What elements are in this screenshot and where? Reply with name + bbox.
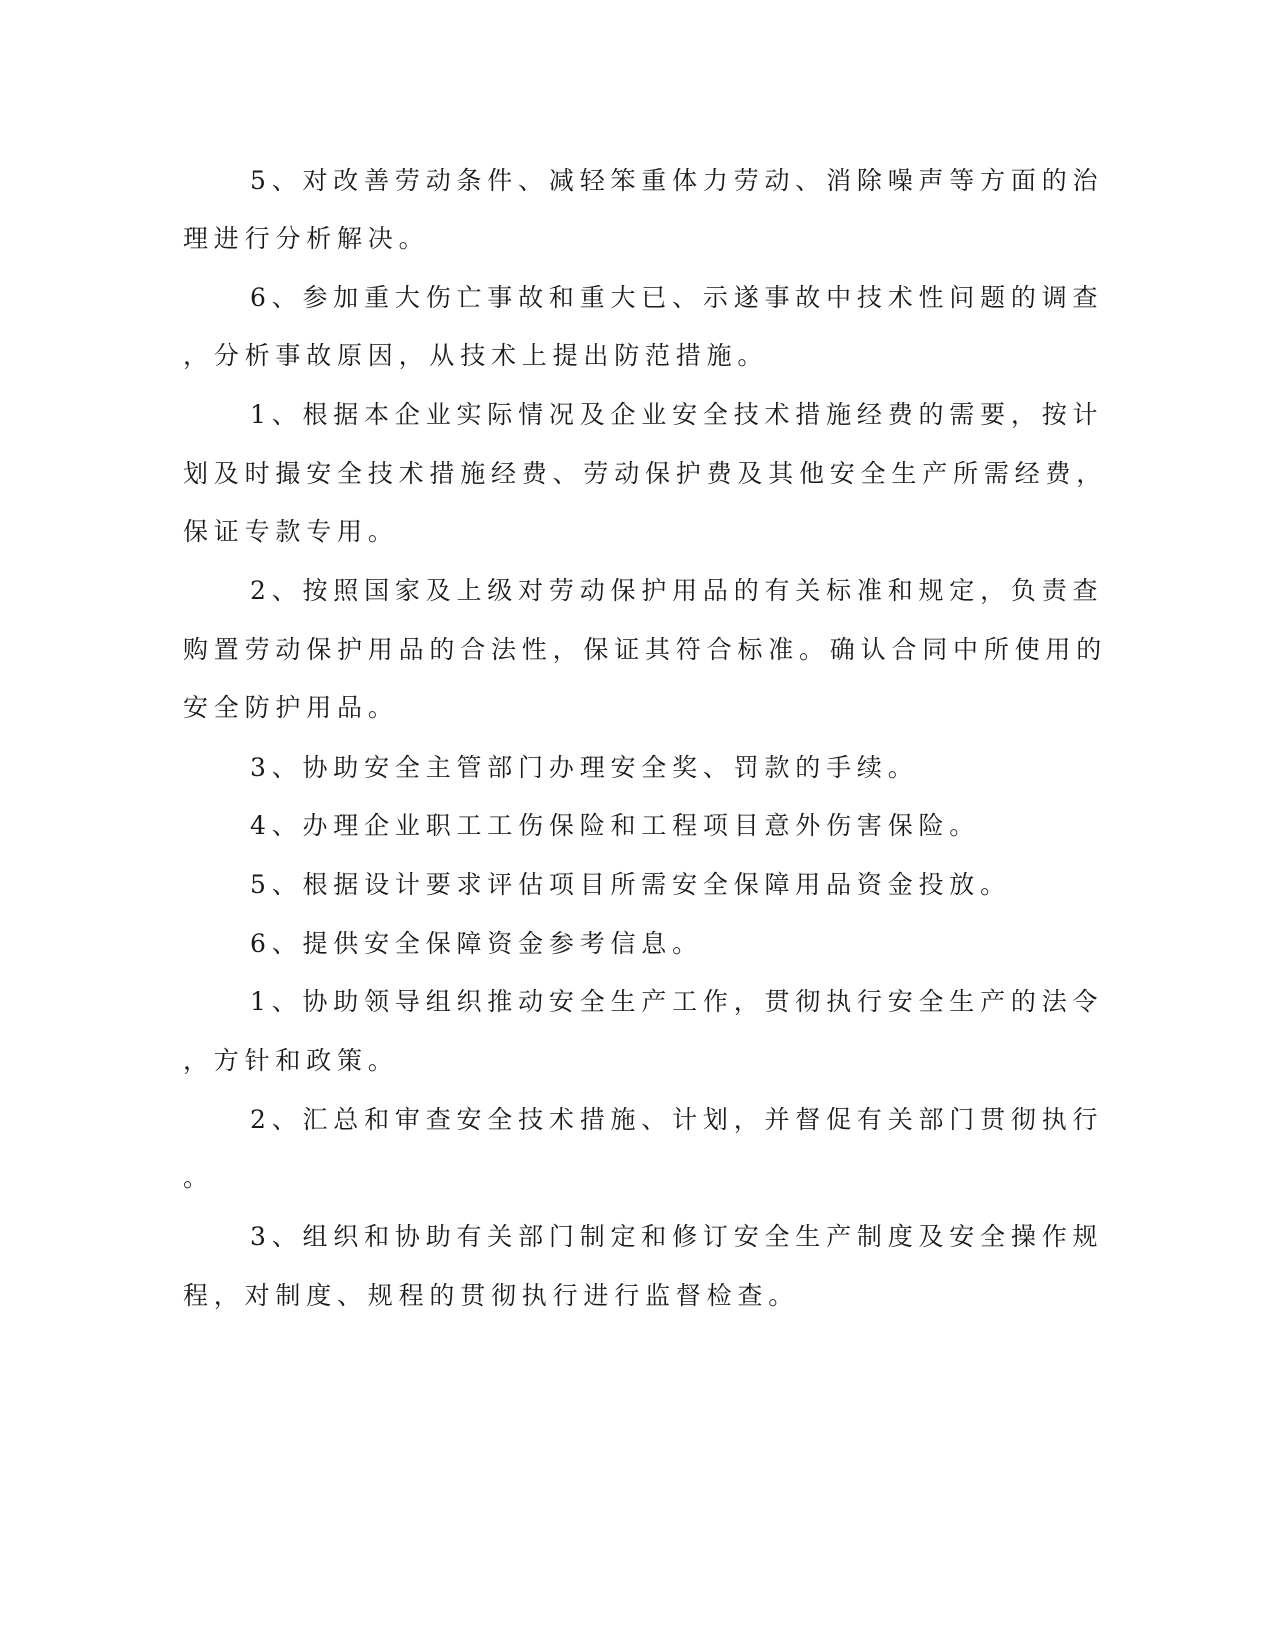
paragraph-line: ，分析事故原因，从技术上提出防范措施。: [183, 341, 769, 370]
paragraph-line: 划及时撮安全技术措施经费、劳动保护费及其他安全生产所需经费，: [183, 459, 1108, 488]
paragraph-line: 5、根据设计要求评估项目所需安全保障用品资金投放。: [250, 870, 1011, 899]
paragraph-line: 购置劳动保护用品的合法性，保证其符合标准。确认合同中所使用的: [183, 635, 1108, 664]
paragraph-line: 4、办理企业职工工伤保险和工程项目意外伤害保险。: [250, 811, 981, 840]
paragraph-line: 程，对制度、规程的贯彻执行进行监督检查。: [183, 1281, 800, 1310]
paragraph-line: ，方针和政策。: [183, 1046, 399, 1075]
paragraph-line: 2、汇总和审查安全技术措施、计划，并督促有关部门贯彻执行: [250, 1105, 1104, 1134]
paragraph-line: 6、提供安全保障资金参考信息。: [250, 929, 703, 958]
paragraph-line: 5、对改善劳动条件、减轻笨重体力劳动、消除噪声等方面的治: [250, 166, 1104, 195]
paragraph-line: 6、参加重大伤亡事故和重大已、示遂事故中技术性问题的调查: [250, 283, 1104, 312]
paragraph-line: 2、按照国家及上级对劳动保护用品的有关标准和规定，负责查: [250, 576, 1104, 605]
paragraph-line: 。: [183, 1163, 214, 1192]
paragraph-line: 理进行分析解决。: [183, 224, 430, 253]
paragraph-line: 1、协助领导组织推动安全生产工作，贯彻执行安全生产的法令: [250, 987, 1104, 1016]
paragraph-line: 3、协助安全主管部门办理安全奖、罚款的手续。: [250, 753, 919, 782]
paragraph-line: 保证专款专用。: [183, 517, 399, 546]
paragraph-line: 安全防护用品。: [183, 693, 399, 722]
paragraph-line: 3、组织和协助有关部门制定和修订安全生产制度及安全操作规: [250, 1222, 1104, 1251]
paragraph-line: 1、根据本企业实际情况及企业安全技术措施经费的需要，按计: [250, 400, 1104, 429]
